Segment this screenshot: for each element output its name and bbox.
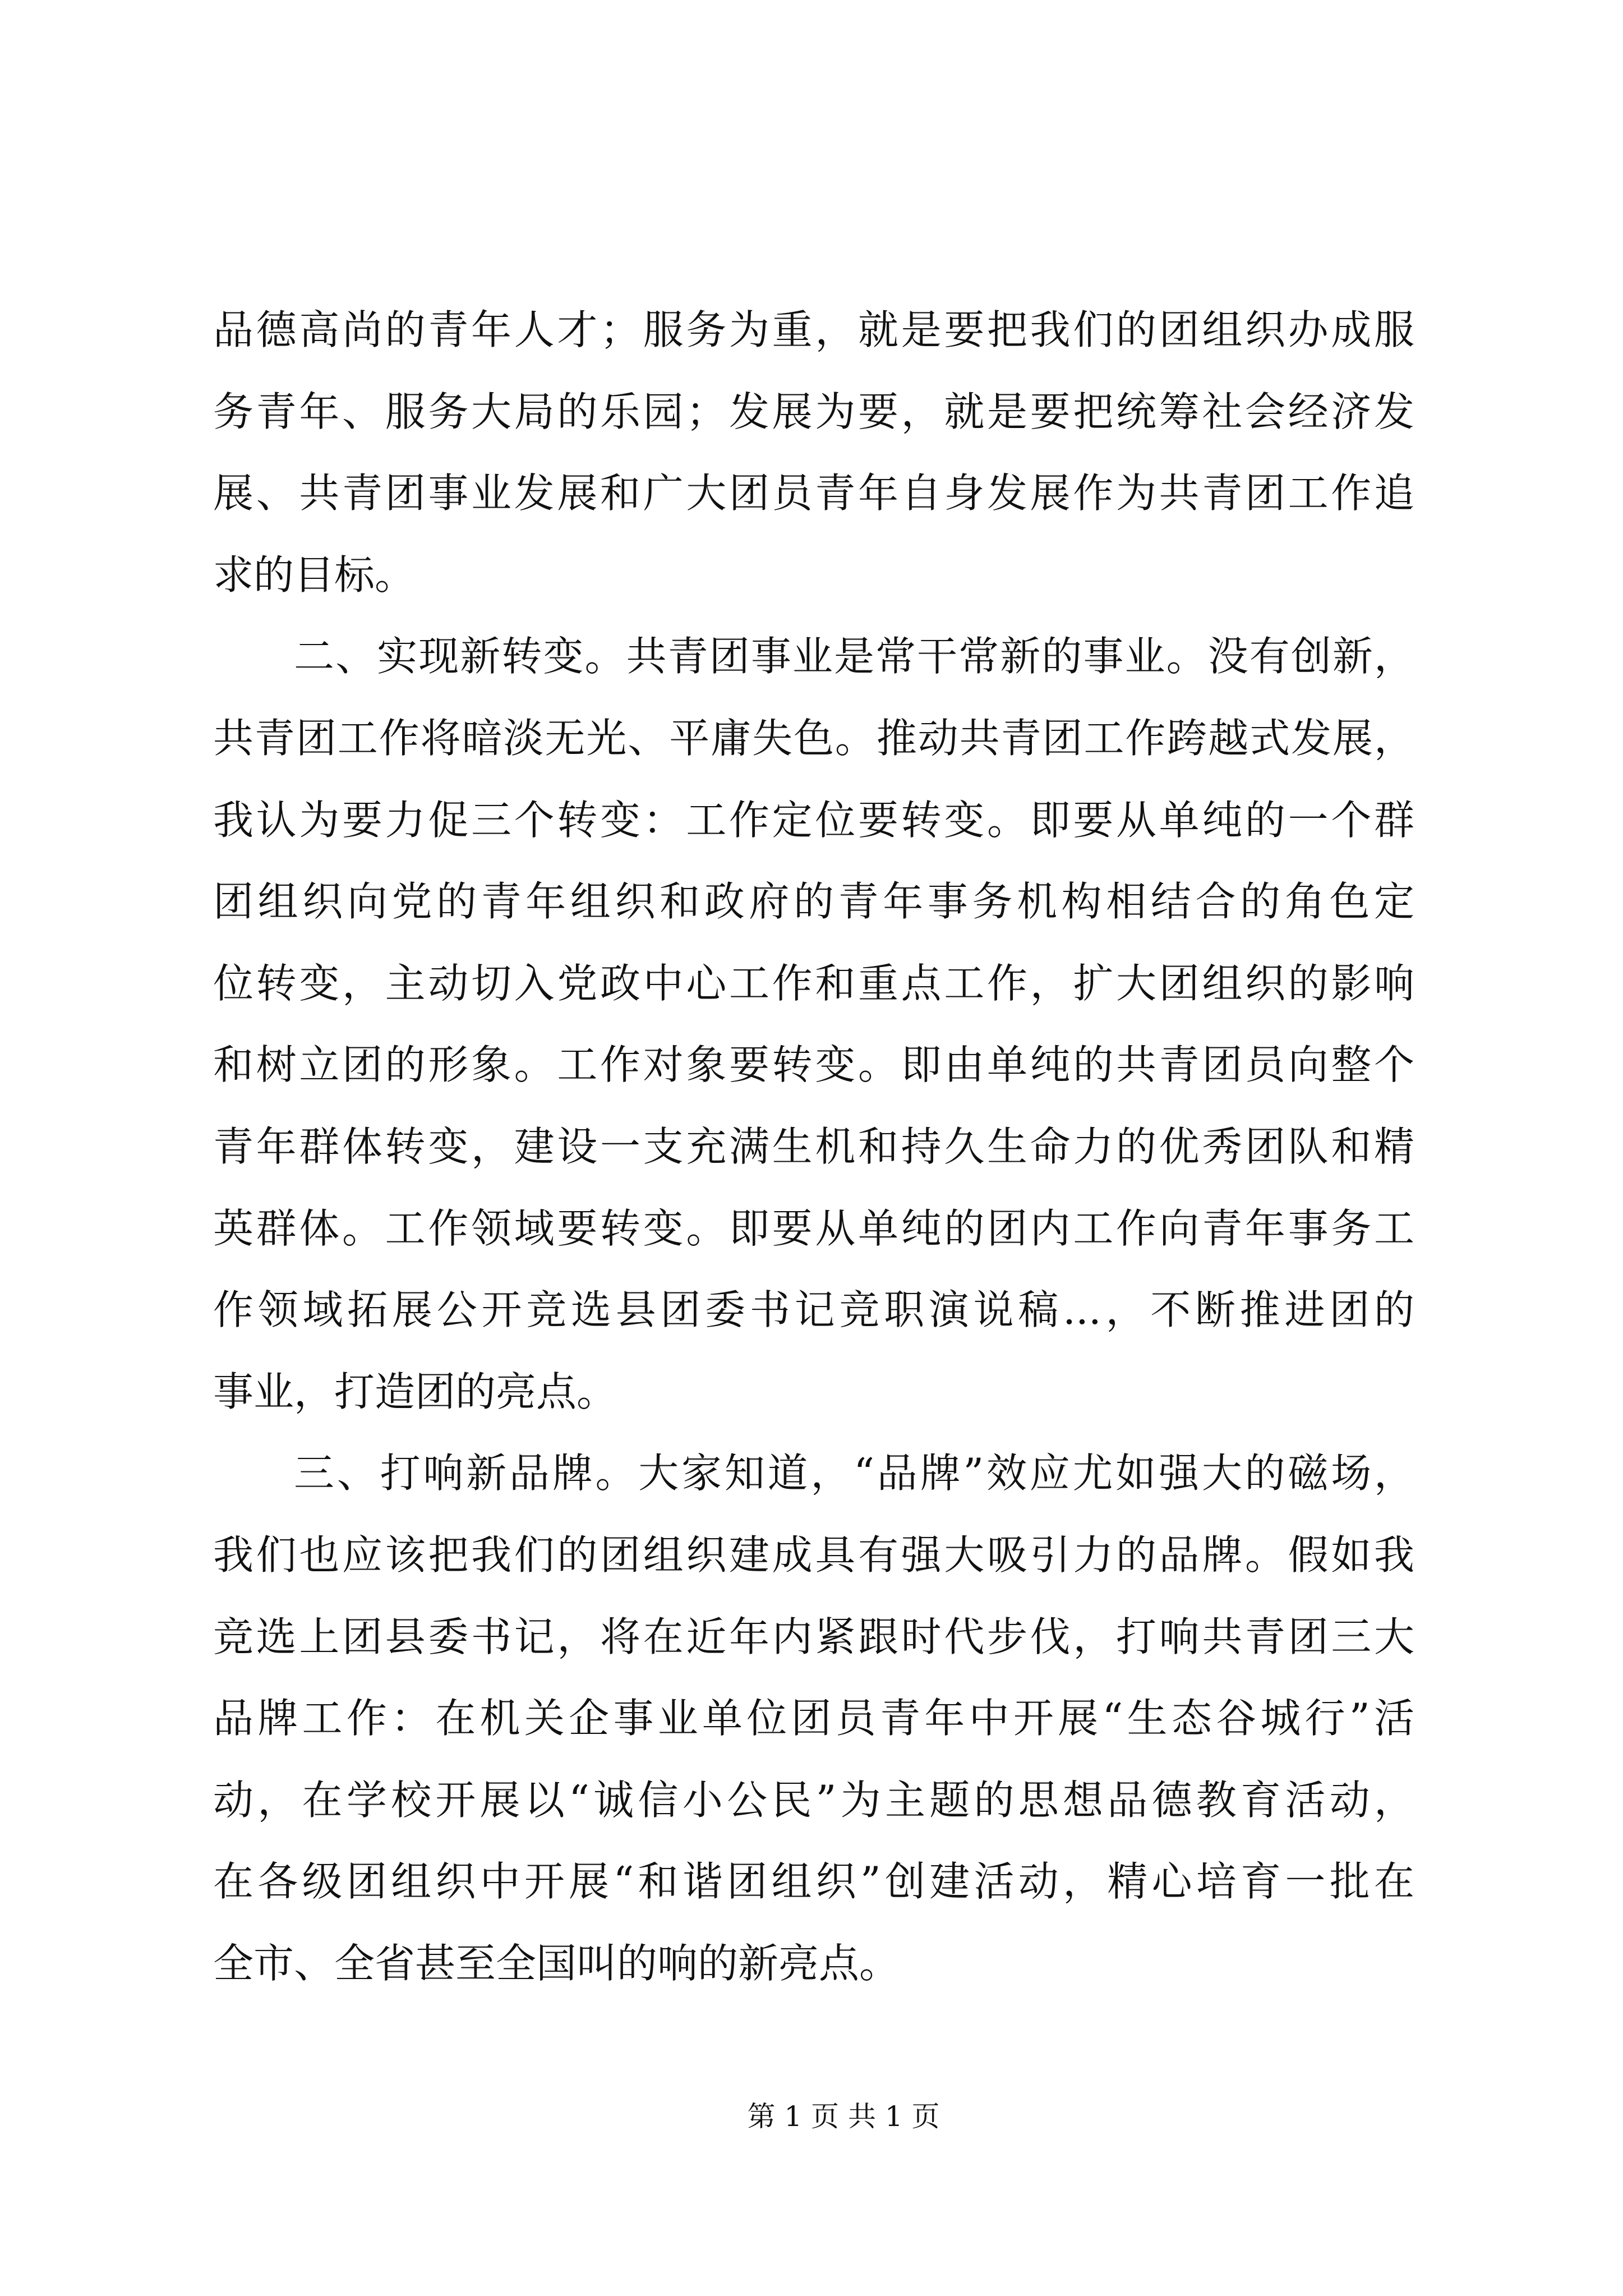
paragraph-new-brand <box>213 1433 1414 2004</box>
body-text-line: 青年群体转变，建设一支充满生机和持久生命力的优秀团队和精 <box>213 1122 1414 1170</box>
body-text-line: 事业，打造团的亮点。 <box>213 1368 617 1415</box>
paragraph-new-transformation <box>213 616 1414 1433</box>
body-text-line: 品牌工作：在机关企事业单位团员青年中开展“生态谷城行”活 <box>213 1695 1414 1742</box>
body-text-line: 共青团工作将暗淡无光、平庸失色。推动共青团工作跨越式发展， <box>213 714 1414 762</box>
body-text-line: 我们也应该把我们的团组织建成具有强大吸引力的品牌。假如我 <box>213 1531 1414 1579</box>
paragraph-continuation <box>213 289 1414 616</box>
body-text-line: 团组织向党的青年组织和政府的青年事务机构相结合的角色定 <box>213 878 1414 926</box>
body-text-line: 我认为要力促三个转变：工作定位要转变。即要从单纯的一个群 <box>213 796 1414 844</box>
page-footer <box>619 2098 1068 2135</box>
body-text-line: 三、打响新品牌。大家知道，“品牌”效应尤如强大的磁场， <box>294 1450 1414 1497</box>
body-text-line: 英群体。工作领域要转变。即要从单纯的团内工作向青年事务工 <box>213 1204 1414 1252</box>
body-text-line: 作领域拓展公开竞选县团委书记竞职演说稿...，不断推进团的 <box>213 1286 1414 1334</box>
body-text-line: 求的目标。 <box>213 551 416 599</box>
body-text-line: 在各级团组织中开展“和谐团组织”创建活动，精心培育一批在 <box>213 1858 1414 1906</box>
body-text-line: 位转变，主动切入党政中心工作和重点工作，扩大团组织的影响 <box>213 959 1414 1007</box>
body-text-line: 全市、全省甚至全国叫的响的新亮点。 <box>213 1939 900 1987</box>
body-text-line: 竞选上团县委书记，将在近年内紧跟时代步伐，打响共青团三大 <box>213 1613 1414 1660</box>
body-text-line: 动，在学校开展以“诚信小公民”为主题的思想品德教育活动， <box>213 1776 1414 1824</box>
body-text-line: 和树立团的形象。工作对象要转变。即由单纯的共青团员向整个 <box>213 1041 1414 1089</box>
page-number-label: 第 1 页 共 1 页 <box>747 2100 940 2133</box>
document-body <box>213 289 1414 2004</box>
body-text-line: 务青年、服务大局的乐园；发展为要，就是要把统筹社会经济发 <box>213 388 1414 435</box>
body-text-line: 二、实现新转变。共青团事业是常干常新的事业。没有创新， <box>294 633 1414 680</box>
body-text-line: 展、共青团事业发展和广大团员青年自身发展作为共青团工作追 <box>213 470 1414 517</box>
body-text-line: 品德高尚的青年人才；服务为重，就是要把我们的团组织办成服 <box>213 306 1414 353</box>
